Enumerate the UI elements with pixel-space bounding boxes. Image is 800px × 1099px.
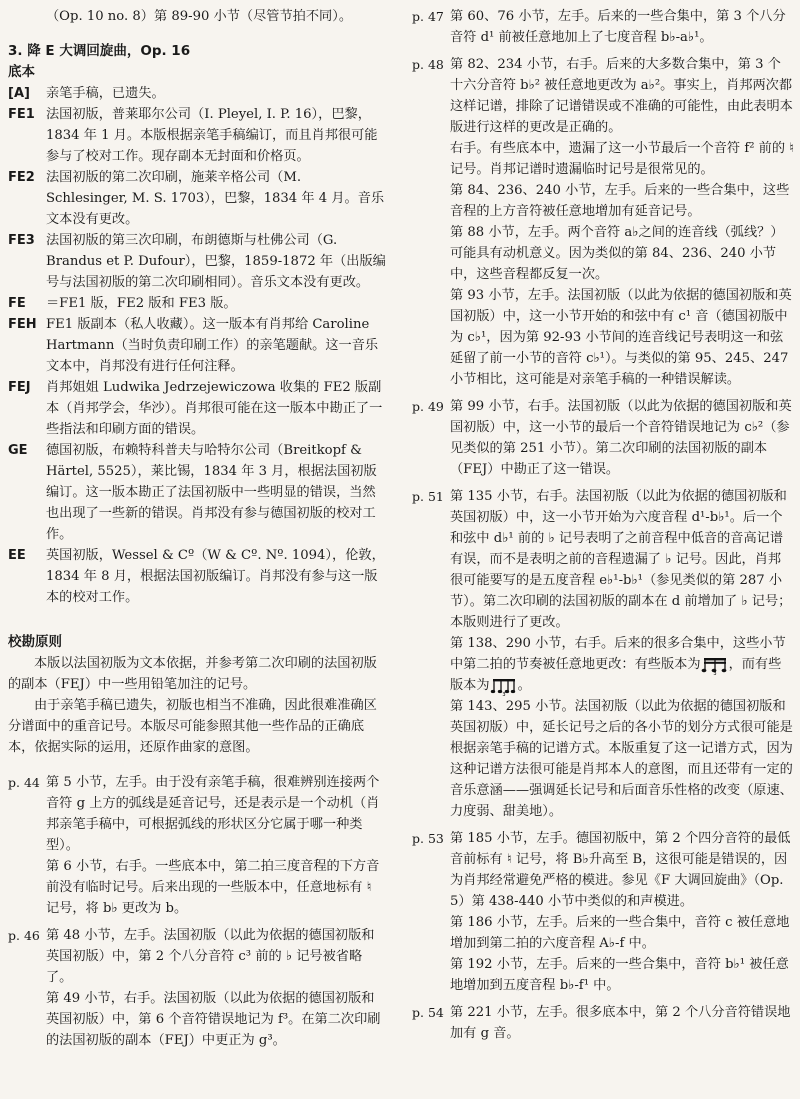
source-abbr: FE: [8, 296, 26, 311]
section-title: 3. 降 E 大调回旋曲，Op. 16: [8, 43, 191, 59]
note-paragraph: 第 60、76 小节，左手。后来的一些合集中，第 3 个八分音符 d¹ 前被任意地加上了七度音程 b♭-a♭¹。: [450, 9, 786, 45]
source-abbr: FE2: [8, 170, 35, 185]
sources-list: [8, 83, 386, 608]
source-entry: [8, 545, 386, 608]
page-ref: p. 51: [412, 489, 444, 504]
note-paragraph: 第 84、236、240 小节，左手。后来的一些合集中，这些音程的上方音符被任意地增加有延音记号。: [450, 183, 790, 219]
source-desc: 法国初版的第三次印刷，布朗德斯与杜佛公司（G. Brandus et P. Dufour），巴黎，1859-1872 年（出版编号与法国初版的第二次印刷相同）。音乐文本没有更改。: [46, 233, 386, 290]
source-desc: FE1 版副本（私人收藏）。这一版本有肖邦给 Caroline Hartmann（当时负责印刷工作）的亲笔题献。这一音乐文本中，肖邦没有进行任何注释。: [46, 317, 379, 374]
source-entry: [8, 83, 386, 104]
source-abbr: EE: [8, 548, 26, 563]
note-paragraph: 第 186 小节，左手。后来的一些合集中，音符 c 被任意地增加到第二拍的六度音程 A♭-f 中。: [450, 915, 790, 951]
page-ref: p. 48: [412, 57, 444, 72]
note-entry: [412, 1002, 794, 1044]
note-paragraph: 第 48 小节，左手。法国初版（以此为依据的德国初版和英国初版）中，第 2 个八分音符 c³ 前的 ♭ 记号被省略了。: [46, 928, 375, 985]
rhythm-figure-icon: [701, 655, 729, 675]
rhythm-note: [450, 633, 794, 696]
right-column: [412, 6, 794, 1044]
sources-heading: 底本: [8, 64, 35, 80]
source-abbr: FE1: [8, 107, 35, 122]
source-desc: 法国初版，普莱耶尔公司（I. Pleyel, I. P. 16），巴黎，1834 年 1 月。本版根据亲笔手稿编订，而且肖邦很可能参与了校对工作。现存副本无封面和价格页。: [46, 107, 378, 164]
source-abbr: GE: [8, 443, 28, 458]
note-paragraph: 第 93 小节，左手。法国初版（以此为依据的德国初版和英国初版）中，这一小节开始的和弦中有 c¹ 音（德国初版中为 c♭¹，因为第 92-93 小节间的连音线记号表明这一和弦延留了前一小节的音符 c♭¹）。与类似的第 95、245、247 小节相比，这可能是对亲笔手稿的一种错误解读。: [450, 288, 792, 387]
note-entry: [412, 828, 794, 996]
note-entry: [412, 54, 794, 390]
note-paragraph: 第 192 小节，左手。后来的一些合集中，音符 b♭¹ 被任意地增加到五度音程 b♭-f¹ 中。: [450, 957, 789, 993]
source-entry: [8, 293, 386, 314]
note-paragraph: 第 143、295 小节。法国初版（以此为依据的德国初版和英国初版）中，延长记号之后的各小节的划分方式很可能是根据亲笔手稿的记谱方式。本版重复了这一记谱方式，因为这种记谱方法很可能是肖邦本人的意图，而且还带有一定的音乐意涵——强调延长记号和后面音乐性格的改变（原速、力度弱、甜美地）。: [450, 699, 793, 819]
top-fragment: （Op. 10 no. 8）第 89-90 小节（尽管节拍不同）。: [46, 9, 353, 24]
page-ref: p. 46: [8, 928, 40, 943]
note-paragraph-part: 。: [517, 678, 531, 693]
page-ref: p. 53: [412, 831, 444, 846]
source-desc: 肖邦姐姐 Ludwika Jedrzejewiczowa 收集的 FE2 版副本（肖邦学会，华沙）。肖邦很可能在这一版本中勘正了一些指法和印刷方面的错误。: [46, 380, 383, 437]
note-paragraph: 第 221 小节，左手。很多底本中，第 2 个八分音符错误地加有 g 音。: [450, 1005, 791, 1041]
source-entry: [8, 440, 386, 545]
source-desc: 英国初版，Wessel & Cº（W & Cº. Nº. 1094），伦敦，1834 年 8 月，根据法国初版编订。肖邦没有参与这一版本的校对工作。: [46, 548, 385, 605]
source-desc: 亲笔手稿，已遗失。: [46, 86, 165, 101]
page-ref: p. 44: [8, 775, 40, 790]
note-entry: [8, 925, 386, 1051]
note-entry: [412, 6, 794, 48]
principles-heading: 校勘原则: [8, 634, 62, 650]
note-paragraph-part: ，而有些版本为: [450, 657, 782, 693]
note-paragraph: 第 99 小节，右手。法国初版（以此为依据的德国初版和英国初版）中，这一小节的最后一个音符错误地记为 c♭²（参见类似的第 251 小节）。第二次印刷的法国初版的副本（FEJ）中勘正了这一错误。: [450, 399, 792, 477]
note-paragraph: 右手。有些底本中，遗漏了这一小节最后一个音符 f² 前的 ♮ 记号。肖邦记谱时遗漏临时记号是很常见的。: [450, 141, 794, 177]
page-ref: p. 54: [412, 1005, 444, 1020]
page-ref: p. 47: [412, 9, 444, 24]
principles-paragraph: 由于亲笔手稿已遗失，初版也相当不准确，因此很难准确区分谱面中的重音记号。本版尽可能参照其他一些作品的正确底本，依据实际的运用，还原作曲家的意图。: [8, 698, 377, 755]
source-entry: [8, 314, 386, 377]
source-entry: [8, 230, 386, 293]
source-abbr: FEJ: [8, 380, 31, 395]
note-entry: [412, 396, 794, 480]
source-abbr: FE3: [8, 233, 35, 248]
note-paragraph: 第 185 小节，左手。德国初版中，第 2 个四分音符的最低音前标有 ♮ 记号，将 B♭升高至 B，这很可能是错误的，因为肖邦经常避免严格的模进。参见《F 大调回旋曲》（Op. 5）第 438-440 小节中类似的和声模进。: [450, 831, 791, 909]
note-paragraph: 第 49 小节，右手。法国初版（以此为依据的德国初版和英国初版）中，第 6 个音符错误地记为 f³。在第二次印刷的法国初版的副本（FEJ）中更正为 g³。: [46, 991, 381, 1048]
principles-paragraph: 本版以法国初版为文本依据，并参考第二次印刷的法国初版的副本（FEJ）中一些用铅笔加注的记号。: [8, 656, 377, 692]
note-paragraph: 第 6 小节，右手。一些底本中，第二拍三度音程的下方音前没有临时记号。后来出现的一些版本中，任意地标有 ♮ 记号，将 b♭ 更改为 b。: [46, 859, 380, 916]
source-desc: 法国初版的第二次印刷，施莱辛格公司（M. Schlesinger, M. S. 1703），巴黎，1834 年 4 月。音乐文本没有更改。: [46, 170, 385, 227]
page-ref: p. 49: [412, 399, 444, 414]
svg-text:3: 3: [712, 670, 717, 675]
note-entry: [412, 486, 794, 822]
note-paragraph: 第 82、234 小节，右手。后来的大多数合集中，第 3 个十六分音符 b♭² 被任意地更改为 a♭²。事实上，肖邦两次都这样记谱，排除了记谱错误或不准确的可能性，由此表明本版进行这样的更改是正确的。: [450, 57, 793, 135]
source-abbr: [A]: [8, 86, 30, 101]
note-entry: [8, 772, 386, 919]
note-paragraph-part: 第 138、290 小节，右手。后来的很多合集中，这些小节中第二拍的节奏被任意地更改：有些版本为: [450, 636, 786, 672]
note-paragraph: 第 5 小节，左手。由于没有亲笔手稿，很难辨别连接两个音符 g 上方的弧线是延音记号，还是表示是一个动机（肖邦亲笔手稿中，可根据弧线的形状区分它属于哪一种类型）。: [46, 775, 380, 853]
source-abbr: FEH: [8, 317, 37, 332]
source-entry: [8, 104, 386, 167]
svg-text:3: 3: [501, 691, 506, 696]
rhythm-figure-alt-icon: [490, 676, 518, 696]
note-paragraph: 第 88 小节，左手。两个音符 a♭之间的连音线（弧线？）可能具有动机意义。因为类似的第 84、236、240 小节中，这些音程都反复一次。: [450, 225, 784, 282]
source-desc: 德国初版，布赖特科普夫与哈特尔公司（Breitkopf & Härtel, 5525），莱比锡，1834 年 3 月，根据法国初版编订。这一版本勘正了法国初版中一些明显的错误，当然也出现了一些新的错误。肖邦没有参与德国初版的校对工作。: [46, 443, 377, 542]
source-entry: [8, 167, 386, 230]
source-entry: [8, 377, 386, 440]
source-desc: ＝FE1 版，FE2 版和 FE3 版。: [46, 296, 237, 311]
left-column: [8, 6, 386, 1051]
note-paragraph: 第 135 小节，右手。法国初版（以此为依据的德国初版和英国初版）中，这一小节开始为六度音程 d¹-b♭¹。后一个和弦中 d♭¹ 前的 ♭ 记号表明了之前音程中低音的音高记谱有误，而不是表明之前的音程遗漏了 ♭ 记号。因此，肖邦很可能要写的是五度音程 e♭¹-b♭¹（参见类似的第 287 小节）。第二次印刷的法国初版的副本在 d 前增加了 ♭ 记号；本版则进行了更改。: [450, 489, 792, 630]
